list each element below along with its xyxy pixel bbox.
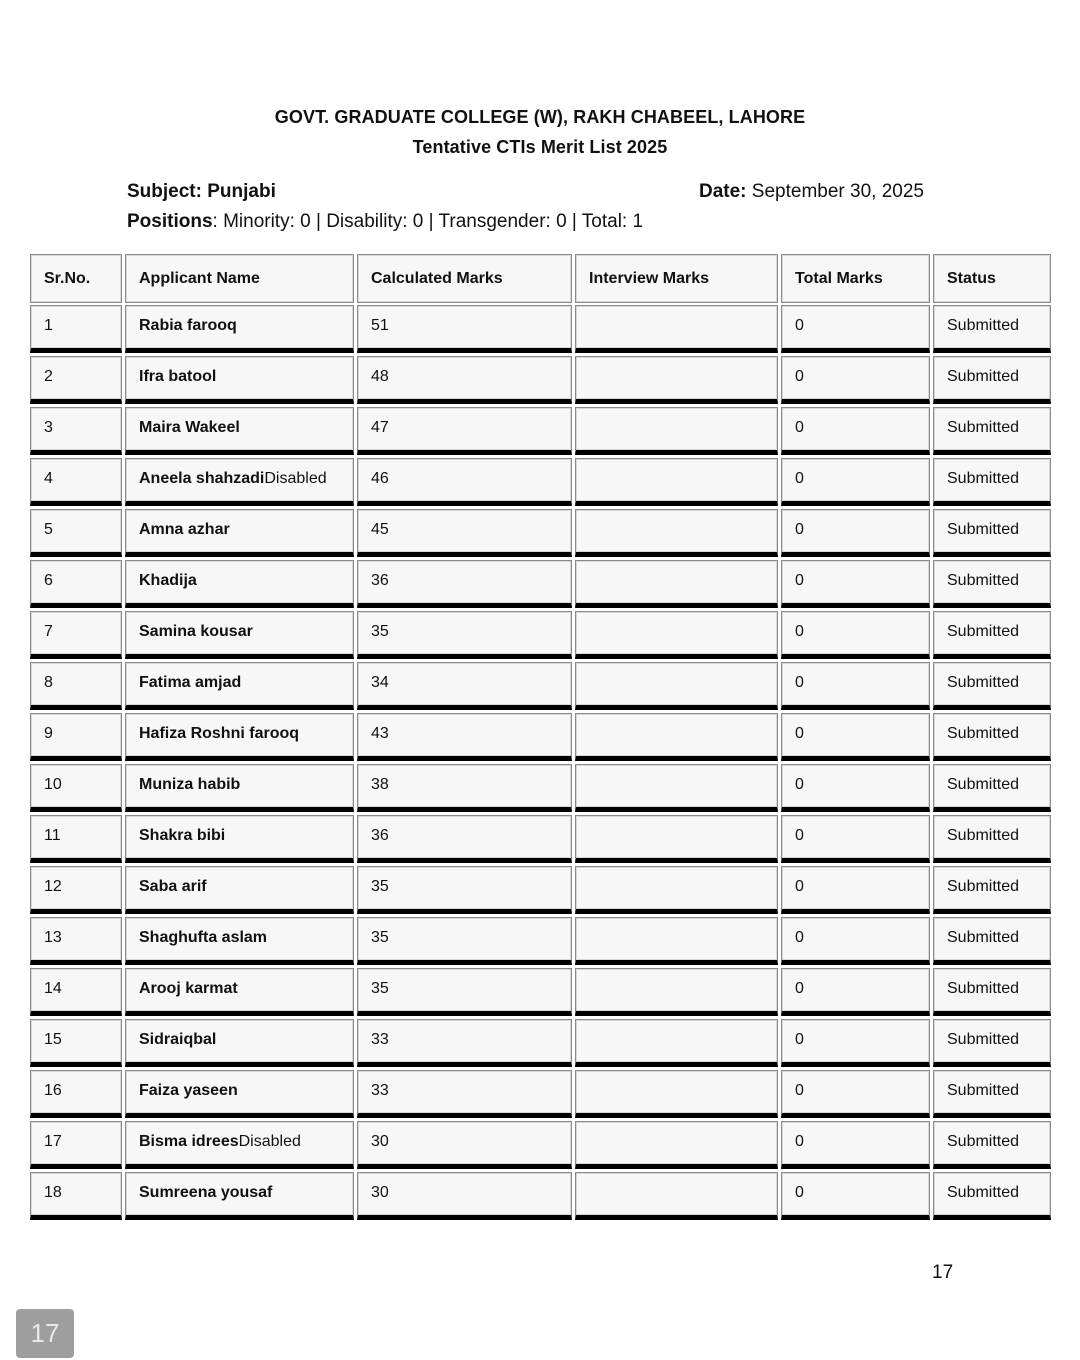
table-row	[30, 968, 1051, 1019]
cell-interview-marks	[575, 560, 778, 608]
cell-status: Submitted	[933, 305, 1051, 353]
list-title: Tentative CTIs Merit List 2025	[412, 137, 668, 157]
table-row	[30, 917, 1051, 968]
applicant-name: Amna azhar	[139, 521, 230, 538]
table-row	[30, 407, 1051, 458]
applicant-name: Arooj karmat	[139, 980, 238, 997]
cell-interview-marks	[575, 1121, 778, 1169]
column-header-calculated-marks: Calculated Marks	[357, 254, 572, 303]
applicant-category-tag: Disabled	[238, 1133, 301, 1150]
cell-sr-no: 1	[30, 305, 122, 353]
cell-total-marks: 0	[781, 1172, 930, 1220]
column-header-interview-marks: Interview Marks	[575, 254, 778, 303]
cell-status: Submitted	[933, 662, 1051, 710]
cell-interview-marks	[575, 764, 778, 812]
cell-sr-no: 17	[30, 1121, 122, 1169]
cell-interview-marks	[575, 1172, 778, 1220]
cell-applicant-name	[125, 611, 354, 659]
table-row	[30, 458, 1051, 509]
cell-status: Submitted	[933, 1070, 1051, 1118]
cell-sr-no: 6	[30, 560, 122, 608]
cell-status: Submitted	[933, 917, 1051, 965]
table-row	[30, 305, 1051, 356]
table-row	[30, 1019, 1051, 1070]
cell-interview-marks	[575, 458, 778, 506]
cell-calculated-marks: 38	[357, 764, 572, 812]
cell-total-marks: 0	[781, 560, 930, 608]
cell-interview-marks	[575, 917, 778, 965]
applicant-name: Aneela shahzadi	[139, 470, 265, 487]
cell-status: Submitted	[933, 560, 1051, 608]
cell-status: Submitted	[933, 458, 1051, 506]
positions-line	[127, 211, 643, 233]
applicant-name: Ifra batool	[139, 368, 217, 385]
cell-applicant-name	[125, 458, 354, 506]
cell-total-marks: 0	[781, 866, 930, 914]
cell-applicant-name	[125, 560, 354, 608]
cell-interview-marks	[575, 356, 778, 404]
cell-calculated-marks: 35	[357, 968, 572, 1016]
cell-calculated-marks: 35	[357, 866, 572, 914]
cell-status: Submitted	[933, 815, 1051, 863]
subject-value: Punjabi	[207, 181, 276, 202]
applicant-name: Bisma idrees	[139, 1133, 239, 1150]
cell-calculated-marks: 46	[357, 458, 572, 506]
table-row	[30, 764, 1051, 815]
column-header-total-marks: Total Marks	[781, 254, 930, 303]
applicant-name: Sumreena yousaf	[139, 1184, 273, 1201]
cell-sr-no: 11	[30, 815, 122, 863]
cell-applicant-name	[125, 1172, 354, 1220]
cell-applicant-name	[125, 305, 354, 353]
cell-total-marks: 0	[781, 1121, 930, 1169]
cell-sr-no: 18	[30, 1172, 122, 1220]
applicant-name: Maira Wakeel	[139, 419, 240, 436]
subject-line	[127, 181, 276, 203]
cell-status: Submitted	[933, 509, 1051, 557]
cell-applicant-name	[125, 662, 354, 710]
cell-applicant-name	[125, 917, 354, 965]
cell-interview-marks	[575, 407, 778, 455]
applicant-name: Shakra bibi	[139, 827, 226, 844]
cell-applicant-name	[125, 1070, 354, 1118]
positions-value: : Minority: 0 | Disability: 0 | Transgender: 0 | Total: 1	[212, 211, 644, 232]
cell-calculated-marks: 35	[357, 917, 572, 965]
cell-total-marks: 0	[781, 458, 930, 506]
cell-total-marks: 0	[781, 815, 930, 863]
cell-interview-marks	[575, 1019, 778, 1067]
page-number: 17	[932, 1262, 954, 1283]
cell-calculated-marks: 45	[357, 509, 572, 557]
cell-calculated-marks: 36	[357, 560, 572, 608]
cell-calculated-marks: 48	[357, 356, 572, 404]
cell-sr-no: 4	[30, 458, 122, 506]
page-indicator-badge[interactable]: 17	[16, 1309, 74, 1358]
applicant-name: Samina kousar	[139, 623, 253, 640]
date-label: Date:	[699, 181, 747, 202]
cell-total-marks: 0	[781, 305, 930, 353]
cell-interview-marks	[575, 509, 778, 557]
table-row	[30, 1070, 1051, 1121]
cell-calculated-marks: 30	[357, 1172, 572, 1220]
cell-interview-marks	[575, 305, 778, 353]
cell-interview-marks	[575, 1070, 778, 1118]
table-body	[30, 305, 1051, 1223]
applicant-category-tag: Disabled	[264, 470, 327, 487]
table-row	[30, 1121, 1051, 1172]
subject-label: Subject:	[127, 181, 202, 202]
cell-status: Submitted	[933, 713, 1051, 761]
cell-sr-no: 14	[30, 968, 122, 1016]
applicant-name: Hafiza Roshni farooq	[139, 725, 300, 742]
cell-total-marks: 0	[781, 407, 930, 455]
cell-applicant-name	[125, 407, 354, 455]
positions-label: Positions	[127, 211, 213, 232]
cell-interview-marks	[575, 815, 778, 863]
applicant-name: Muniza habib	[139, 776, 241, 793]
cell-interview-marks	[575, 662, 778, 710]
table-row	[30, 866, 1051, 917]
applicant-name: Fatima amjad	[139, 674, 242, 691]
column-header-status: Status	[933, 254, 1051, 303]
cell-sr-no: 5	[30, 509, 122, 557]
cell-sr-no: 8	[30, 662, 122, 710]
cell-total-marks: 0	[781, 968, 930, 1016]
cell-total-marks: 0	[781, 713, 930, 761]
cell-sr-no: 16	[30, 1070, 122, 1118]
institution-title: GOVT. GRADUATE COLLEGE (W), RAKH CHABEEL, LAHORE	[274, 107, 806, 127]
table-header-row	[30, 254, 1051, 305]
cell-total-marks: 0	[781, 917, 930, 965]
cell-total-marks: 0	[781, 509, 930, 557]
column-header-applicant-name: Applicant Name	[125, 254, 354, 303]
applicant-name: Shaghufta aslam	[139, 929, 268, 946]
cell-interview-marks	[575, 968, 778, 1016]
applicant-name: Rabia farooq	[139, 317, 237, 334]
date-line	[699, 181, 924, 203]
cell-interview-marks	[575, 713, 778, 761]
cell-total-marks: 0	[781, 1019, 930, 1067]
cell-applicant-name	[125, 509, 354, 557]
cell-interview-marks	[575, 611, 778, 659]
cell-sr-no: 9	[30, 713, 122, 761]
cell-total-marks: 0	[781, 1070, 930, 1118]
cell-calculated-marks: 34	[357, 662, 572, 710]
cell-applicant-name	[125, 1019, 354, 1067]
cell-calculated-marks: 33	[357, 1019, 572, 1067]
cell-applicant-name	[125, 356, 354, 404]
cell-sr-no: 2	[30, 356, 122, 404]
cell-applicant-name	[125, 968, 354, 1016]
cell-applicant-name	[125, 866, 354, 914]
cell-calculated-marks: 47	[357, 407, 572, 455]
table-row	[30, 815, 1051, 866]
cell-applicant-name	[125, 764, 354, 812]
cell-calculated-marks: 35	[357, 611, 572, 659]
cell-calculated-marks: 51	[357, 305, 572, 353]
cell-applicant-name	[125, 713, 354, 761]
table-row	[30, 560, 1051, 611]
cell-total-marks: 0	[781, 611, 930, 659]
cell-sr-no: 7	[30, 611, 122, 659]
column-header-sr-no: Sr.No.	[30, 254, 122, 303]
cell-sr-no: 3	[30, 407, 122, 455]
cell-status: Submitted	[933, 1019, 1051, 1067]
cell-calculated-marks: 33	[357, 1070, 572, 1118]
cell-calculated-marks: 36	[357, 815, 572, 863]
table-row	[30, 611, 1051, 662]
table-row	[30, 356, 1051, 407]
cell-status: Submitted	[933, 866, 1051, 914]
cell-applicant-name	[125, 815, 354, 863]
cell-status: Submitted	[933, 356, 1051, 404]
date-value: September 30, 2025	[751, 181, 924, 202]
merit-table	[30, 254, 1051, 1223]
cell-status: Submitted	[933, 764, 1051, 812]
cell-total-marks: 0	[781, 356, 930, 404]
applicant-name: Faiza yaseen	[139, 1082, 238, 1099]
cell-interview-marks	[575, 866, 778, 914]
cell-calculated-marks: 30	[357, 1121, 572, 1169]
applicant-name: Khadija	[139, 572, 197, 589]
table-row	[30, 662, 1051, 713]
table-row	[30, 509, 1051, 560]
cell-status: Submitted	[933, 611, 1051, 659]
cell-status: Submitted	[933, 1121, 1051, 1169]
applicant-name: Sidraiqbal	[139, 1031, 217, 1048]
cell-calculated-marks: 43	[357, 713, 572, 761]
table-row	[30, 1172, 1051, 1223]
cell-sr-no: 10	[30, 764, 122, 812]
cell-status: Submitted	[933, 407, 1051, 455]
cell-sr-no: 15	[30, 1019, 122, 1067]
cell-sr-no: 13	[30, 917, 122, 965]
cell-sr-no: 12	[30, 866, 122, 914]
cell-total-marks: 0	[781, 662, 930, 710]
cell-status: Submitted	[933, 1172, 1051, 1220]
applicant-name: Saba arif	[139, 878, 207, 895]
cell-total-marks: 0	[781, 764, 930, 812]
table-row	[30, 713, 1051, 764]
cell-applicant-name	[125, 1121, 354, 1169]
cell-status: Submitted	[933, 968, 1051, 1016]
